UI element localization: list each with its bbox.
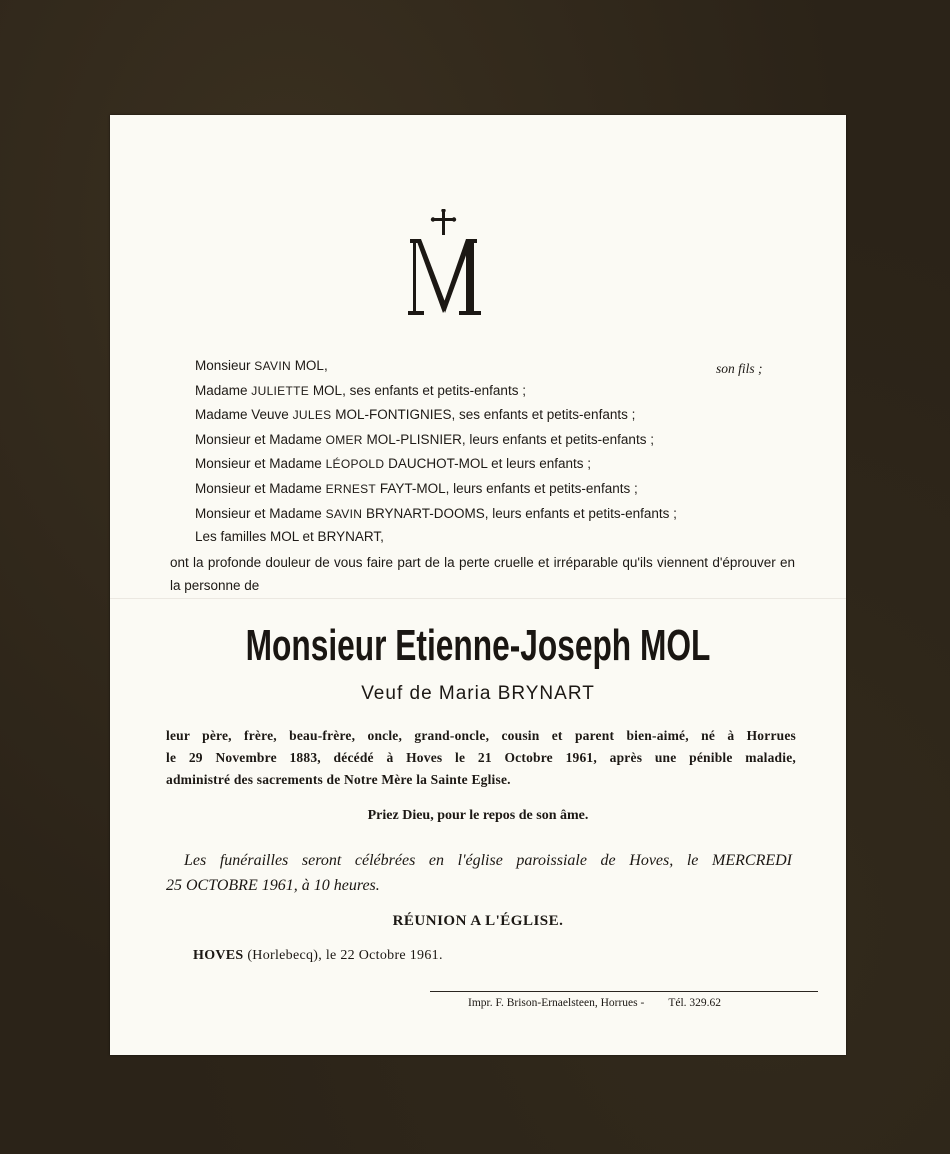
printer-credit	[468, 997, 721, 1009]
place-town: HOVES	[193, 948, 244, 963]
bio-line-2: le 29 Novembre 1883, décédé à Hoves le 21 Octobre 1961, après une pénible maladie,	[166, 750, 796, 765]
funeral-line-2: 25 OCTOBRE 1961, à 10 heures.	[166, 877, 380, 894]
family-line-7: Monsieur et Madame SAVIN BRYNART-DOOMS, leurs enfants et petits-enfants ;	[195, 506, 677, 521]
funeral-line-1: Les funérailles seront célébrées en l'église paroissiale de Hoves, le MERCREDI	[184, 852, 792, 869]
mourning-card	[110, 115, 846, 1055]
bio-line-1: leur père, frère, beau-frère, oncle, grand-oncle, cousin et parent bien-aimé, né à Horrues	[166, 728, 796, 743]
funeral-notice	[166, 848, 792, 898]
widower-of: Veuf de Maria BRYNART	[361, 683, 595, 704]
biography	[166, 725, 796, 791]
family-line-5: Monsieur et Madame LÉOPOLD DAUCHOT-MOL et leurs enfants ;	[195, 456, 591, 471]
meeting-line: RÉUNION A L'ÉGLISE.	[392, 913, 564, 929]
emblem	[400, 209, 490, 319]
fold-line	[110, 598, 846, 599]
footer-rule	[430, 991, 818, 992]
prayer-line: Priez Dieu, pour le repos de son âme.	[367, 808, 589, 823]
family-line-1: Monsieur SAVIN MOL,	[195, 358, 328, 373]
family-line-4: Monsieur et Madame OMER MOL-PLISNIER, leurs enfants et petits-enfants ;	[195, 432, 654, 447]
bio-line-3: administré des sacrements de Notre Mère la Sainte Eglise.	[166, 772, 511, 787]
family-line-3: Madame Veuve JULES MOL-FONTIGNIES, ses enfants et petits-enfants ;	[195, 407, 636, 422]
family-line-8: Les familles MOL et BRYNART,	[195, 529, 384, 544]
announcement-text: ont la profonde douleur de vous faire part de la perte cruelle et irréparable qu'ils viennent d'éprouver en la personne de	[170, 555, 795, 593]
family-line-6: Monsieur et Madame ERNEST FAYT-MOL, leurs enfants et petits-enfants ;	[195, 481, 638, 496]
place-rest: (Horlebecq), le 22 Octobre 1961.	[247, 948, 443, 963]
printer-phone: Tél. 329.62	[668, 997, 722, 1009]
deceased-name: Monsieur Etienne-Joseph MOL	[245, 621, 711, 670]
place-date	[193, 948, 443, 964]
family-line-2: Madame JULIETTE MOL, ses enfants et petits-enfants ;	[195, 383, 526, 398]
son-label: son fils ;	[716, 361, 763, 376]
printer-name: Impr. F. Brison-Ernaelsteen, Horrues -	[468, 997, 645, 1009]
monogram-m-icon	[400, 209, 490, 319]
